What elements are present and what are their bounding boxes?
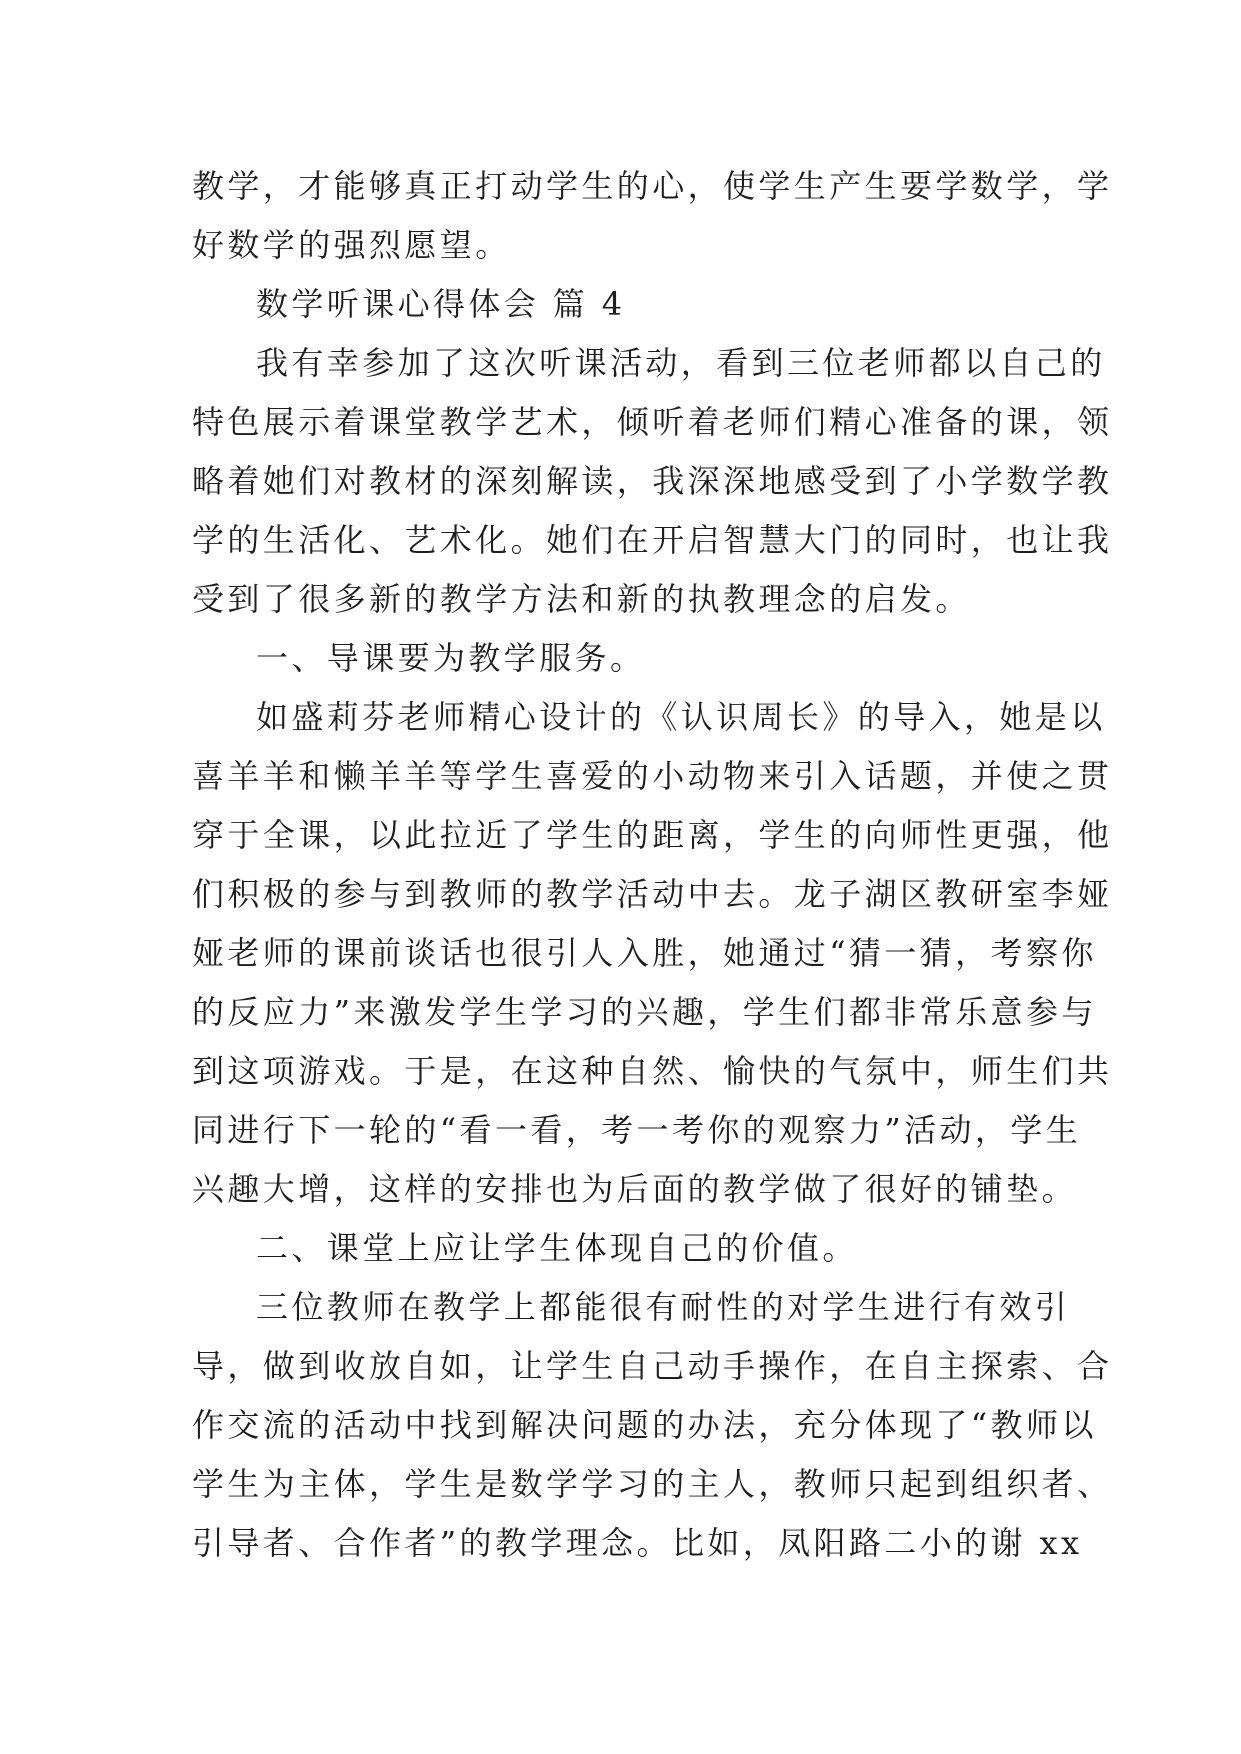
text-line: 好数学的强烈愿望。: [192, 226, 511, 264]
text-line: 教学，才能够真正打动学生的心，使学生产生要学数学，学: [192, 167, 1113, 205]
text-line: 特色展示着课堂教学艺术，倾听着老师们精心准备的课，领: [192, 403, 1113, 441]
text-line: 受到了很多新的教学方法和新的执教理念的启发。: [192, 580, 971, 618]
text-line: 们积极的参与到教师的教学活动中去。龙子湖区教研室李娅: [192, 875, 1113, 913]
text-line: 三位教师在教学上都能很有耐性的对学生进行有效引: [256, 1288, 1071, 1326]
text-line: 引导者、合作者”的教学理念。比如，凤阳路二小的谢 xx: [192, 1524, 1083, 1562]
text-line: 穿于全课，以此拉近了学生的距离，学生的向师性更强，他: [192, 816, 1113, 854]
text-line: 我有幸参加了这次听课活动，看到三位老师都以自己的: [256, 344, 1106, 382]
text-line: 作交流的活动中找到解决问题的办法，充分体现了“教师以: [192, 1406, 1097, 1444]
text-line: 如盛莉芬老师精心设计的《认识周长》的导入，她是以: [256, 698, 1106, 736]
text-line: 同进行下一轮的“看一看，考一考你的观察力”活动，学生: [192, 1111, 1082, 1149]
text-line: 一、导课要为教学服务。: [256, 639, 646, 677]
text-line: 兴趣大增，这样的安排也为后面的教学做了很好的铺垫。: [192, 1170, 1078, 1208]
text-line: 略着她们对教材的深刻解读，我深深地感受到了小学数学教: [192, 462, 1113, 500]
text-line: 喜羊羊和懒羊羊等学生喜爱的小动物来引入话题，并使之贯: [192, 757, 1113, 795]
text-line: 导，做到收放自如，让学生自己动手操作，在自主探索、合: [192, 1347, 1113, 1385]
text-line: 学生为主体，学生是数学学习的主人，教师只起到组织者、: [192, 1465, 1113, 1503]
text-line: 学的生活化、艺术化。她们在开启智慧大门的同时，也让我: [192, 521, 1113, 559]
text-line: 数学听课心得体会 篇 4: [256, 285, 626, 323]
text-line: 娅老师的课前谈话也很引人入胜，她通过“猜一猜，考察你: [192, 934, 1097, 972]
text-line: 的反应力”来激发学生学习的兴趣，学生们都非常乐意参与: [192, 993, 1097, 1031]
text-line: 到这项游戏。于是，在这种自然、愉快的气氛中，师生们共: [192, 1052, 1113, 1090]
text-line: 二、课堂上应让学生体现自己的价值。: [256, 1229, 858, 1267]
body-text: [192, 157, 1113, 1573]
